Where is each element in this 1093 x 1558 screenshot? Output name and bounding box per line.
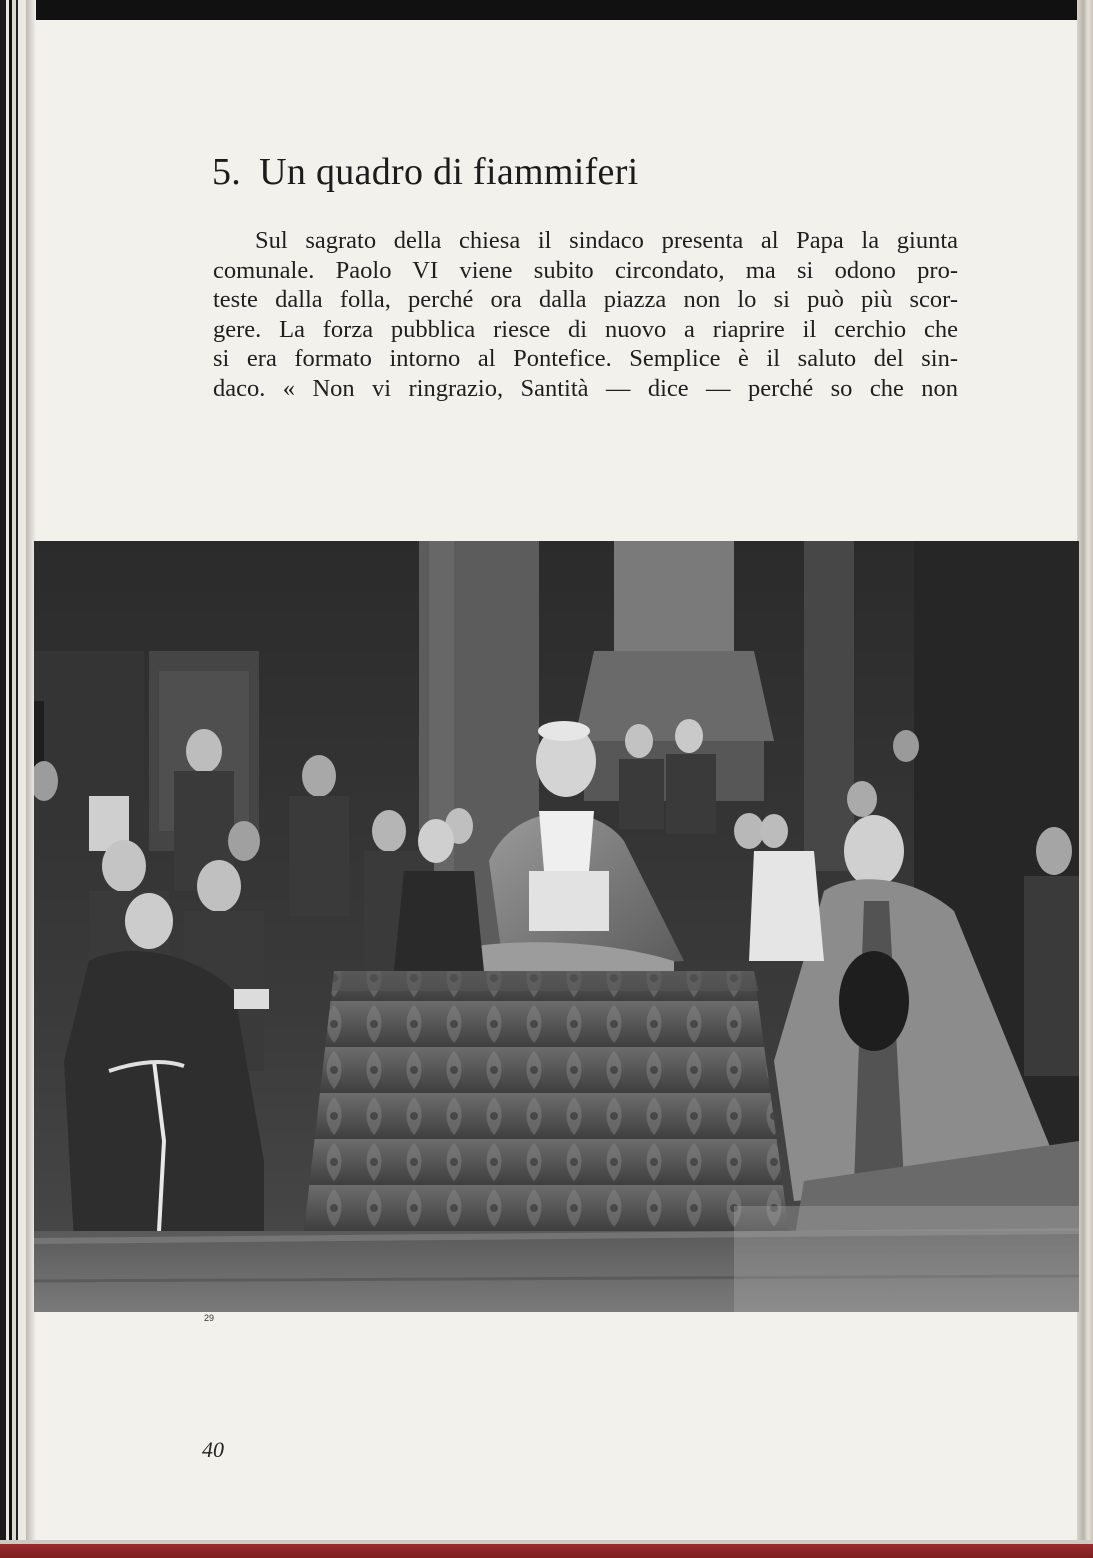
chapter-title: Un quadro di fiammiferi (259, 151, 639, 193)
paragraph-line: teste dalla folla, perché ora dalla piazza non lo si può più scor- (213, 286, 958, 313)
paragraph-line: gere. La forza pubblica riesce di nuovo a riaprire il cerchio che (213, 315, 958, 343)
page-number: 40 (202, 1437, 224, 1462)
book-binding-edge (0, 0, 36, 1558)
body-paragraph (213, 226, 958, 403)
paragraph-line: si era formato intorno al Pontefice. Semplice è il saluto del sin- (213, 345, 958, 372)
photo-caption-number: 29 (204, 1313, 215, 1323)
chapter-number: 5. (212, 151, 242, 193)
chapter-heading (212, 150, 639, 194)
paragraph-line: daco. « Non vi ringrazio, Santità — dice — perché so che non (213, 374, 958, 402)
photo-illustration (34, 541, 1079, 1312)
paragraph-line: Sul sagrato della chiesa il sindaco presenta al Papa la giunta (255, 227, 958, 254)
black-and-white-photograph (34, 541, 1079, 1312)
page-right-edge (1077, 0, 1093, 1558)
book-bottom-edge (0, 1540, 1093, 1558)
paragraph-line: comunale. Paolo VI viene subito circondato, ma si odono pro- (213, 256, 958, 284)
scan-top-edge (0, 0, 1093, 20)
